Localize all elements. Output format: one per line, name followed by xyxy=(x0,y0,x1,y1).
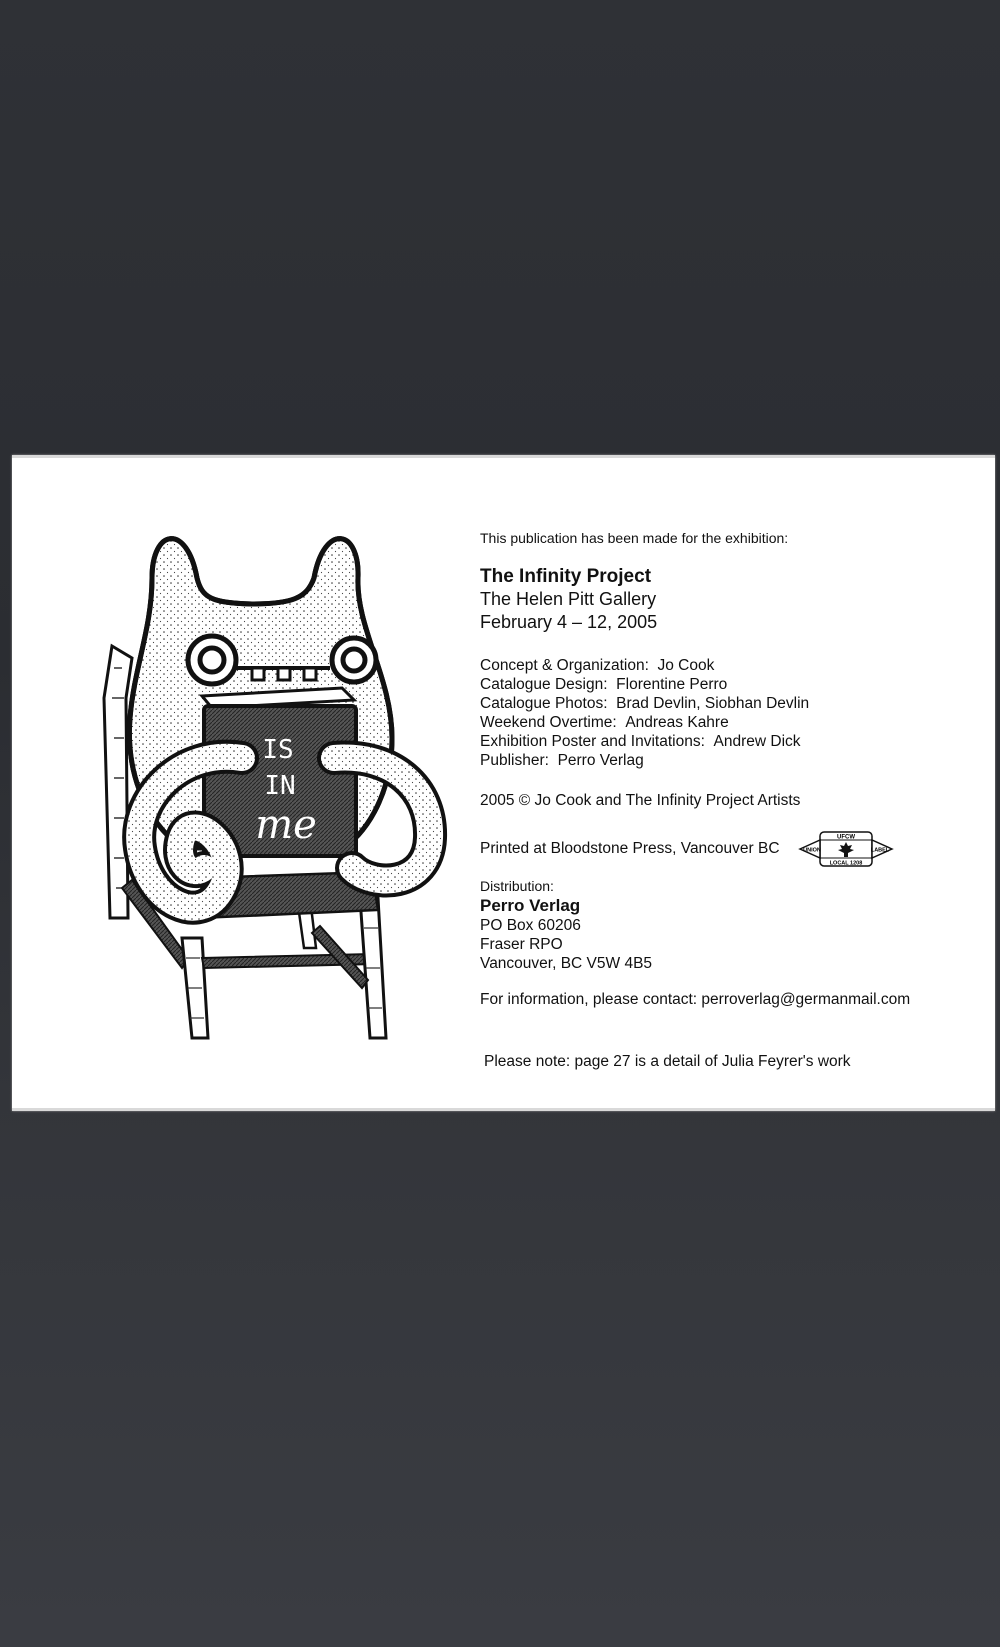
credit-role: Weekend Overtime: xyxy=(480,714,617,731)
contact-line: For information, please contact: perroverlag@germanmail.com xyxy=(480,991,911,1008)
address-line: PO Box 60206 xyxy=(480,917,581,934)
address-line: Fraser RPO xyxy=(480,936,563,953)
distribution-label: Distribution: xyxy=(480,878,554,894)
credit-name: Andreas Kahre xyxy=(625,714,729,731)
exhibition-venue: The Helen Pitt Gallery xyxy=(480,589,657,609)
book-text-is: IS xyxy=(262,735,294,765)
printer-line: Printed at Bloodstone Press, Vancouver BC xyxy=(480,840,780,857)
credit-row xyxy=(480,713,980,732)
catalogue-page xyxy=(12,455,995,1111)
distributor-name: Perro Verlag xyxy=(480,896,581,915)
printer-row xyxy=(480,830,980,868)
address-line: Vancouver, BC V5W 4B5 xyxy=(480,955,653,972)
credit-name: Jo Cook xyxy=(657,657,715,674)
union-label-left: UNION xyxy=(802,847,821,854)
union-label-top: UFCW xyxy=(836,834,855,841)
credit-row xyxy=(480,732,980,751)
creature-illustration xyxy=(92,518,472,1058)
colophon xyxy=(480,530,980,1071)
credit-name: Brad Devlin, Siobhan Devlin xyxy=(616,695,810,712)
union-label-right: LABEL xyxy=(870,847,889,854)
credit-name: Perro Verlag xyxy=(557,752,644,769)
credit-role: Catalogue Design: xyxy=(480,676,608,693)
credit-row xyxy=(480,694,980,713)
exhibition-title: The Infinity Project xyxy=(480,566,652,587)
credit-name: Florentine Perro xyxy=(616,676,728,693)
credits-list xyxy=(480,656,980,770)
credit-role: Exhibition Poster and Invitations: xyxy=(480,733,705,750)
book-text-me: me xyxy=(255,802,317,848)
book-text-in: IN xyxy=(264,771,296,801)
page-note: Please note: page 27 is a detail of Julia Feyrer's work xyxy=(484,1053,851,1070)
credit-role: Publisher: xyxy=(480,752,549,769)
copyright-line: 2005 © Jo Cook and The Infinity Project Artists xyxy=(480,792,801,809)
union-label-bottom: LOCAL 1208 xyxy=(829,860,862,867)
credit-name: Andrew Dick xyxy=(713,733,801,750)
credit-row xyxy=(480,656,980,675)
exhibition-dates: February 4 – 12, 2005 xyxy=(480,612,658,632)
credit-row xyxy=(480,675,980,694)
intro-text: This publication has been made for the exhibition: xyxy=(480,530,789,546)
credit-role: Catalogue Photos: xyxy=(480,695,608,712)
credit-role: Concept & Organization: xyxy=(480,657,649,674)
union-label-logo xyxy=(798,830,894,868)
credit-row xyxy=(480,751,980,770)
